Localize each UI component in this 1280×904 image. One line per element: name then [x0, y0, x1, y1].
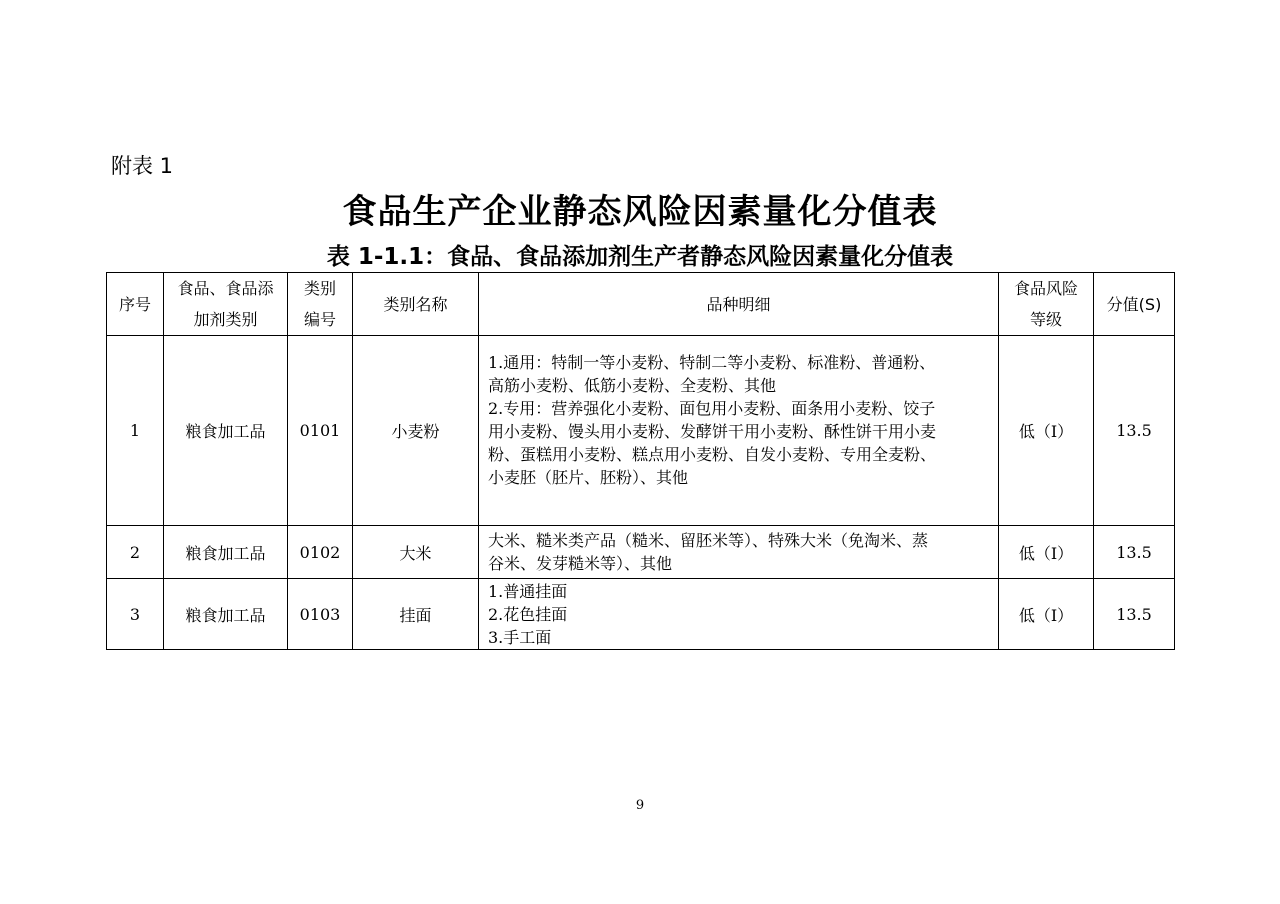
- header-category: [164, 273, 288, 336]
- header-category-line2: 加剂类别: [193, 310, 258, 329]
- header-score: 分值(S): [1094, 273, 1175, 336]
- row-category: 粮食加工品: [164, 526, 288, 579]
- table-row: [107, 579, 1175, 650]
- detail-line: 1.普通挂面: [488, 582, 568, 601]
- row-score: 13.5: [1094, 526, 1175, 579]
- row-detail: [479, 526, 999, 579]
- appendix-label: 附表 1: [111, 154, 174, 178]
- header-name: 类别名称: [353, 273, 479, 336]
- main-title: 食品生产企业静态风险因素量化分值表: [342, 192, 938, 232]
- row-category: 粮食加工品: [164, 579, 288, 650]
- detail-line: 3.手工面: [488, 628, 552, 647]
- detail-line: 用小麦粉、馒头用小麦粉、发酵饼干用小麦粉、酥性饼干用小麦: [488, 422, 937, 441]
- row-code: 0103: [288, 579, 353, 650]
- row-score: 13.5: [1094, 579, 1175, 650]
- table-subtitle: 表 1-1.1：食品、食品添加剂生产者静态风险因素量化分值表: [326, 244, 954, 270]
- row-risk: 低（Ⅰ）: [999, 526, 1094, 579]
- row-risk: 低（Ⅰ）: [999, 336, 1094, 526]
- header-code-line2: 编号: [303, 310, 336, 329]
- header-code-line1: 类别: [303, 279, 336, 298]
- header-code: [288, 273, 353, 336]
- detail-line: 大米、糙米类产品（糙米、留胚米等）、特殊大米（免淘米、蒸: [488, 531, 929, 550]
- row-name: 挂面: [353, 579, 479, 650]
- table-header-row: [107, 273, 1175, 336]
- row-detail: [479, 579, 999, 650]
- header-category-line1: 食品、食品添: [177, 279, 274, 298]
- row-name: 大米: [353, 526, 479, 579]
- page-number: 9: [635, 798, 645, 813]
- detail-line: 2.花色挂面: [488, 605, 568, 624]
- detail-line: 小麦胚（胚片、胚粉）、其他: [488, 468, 689, 487]
- row-seq: 1: [107, 336, 164, 526]
- header-detail: 品种明细: [479, 273, 999, 336]
- detail-line: 1.通用：特制一等小麦粉、特制二等小麦粉、标准粉、普通粉、: [488, 353, 936, 372]
- header-seq: 序号: [107, 273, 164, 336]
- detail-line: 粉、蛋糕用小麦粉、糕点用小麦粉、自发小麦粉、专用全麦粉、: [488, 445, 937, 464]
- detail-line: 高筋小麦粉、低筋小麦粉、全麦粉、其他: [488, 376, 777, 395]
- row-code: 0102: [288, 526, 353, 579]
- row-score: 13.5: [1094, 336, 1175, 526]
- row-seq: 2: [107, 526, 164, 579]
- header-risk-line2: 等级: [1029, 310, 1062, 329]
- table-row: [107, 336, 1175, 526]
- header-risk: [999, 273, 1094, 336]
- table-row: [107, 526, 1175, 579]
- detail-line: 2.专用：营养强化小麦粉、面包用小麦粉、面条用小麦粉、饺子: [488, 399, 936, 418]
- row-risk: 低（Ⅰ）: [999, 579, 1094, 650]
- risk-score-table: [106, 272, 1175, 650]
- row-category: 粮食加工品: [164, 336, 288, 526]
- row-detail: [479, 336, 999, 526]
- row-name: 小麦粉: [353, 336, 479, 526]
- row-seq: 3: [107, 579, 164, 650]
- row-code: 0101: [288, 336, 353, 526]
- header-risk-line1: 食品风险: [1013, 279, 1078, 298]
- detail-line: 谷米、发芽糙米等）、其他: [488, 554, 673, 573]
